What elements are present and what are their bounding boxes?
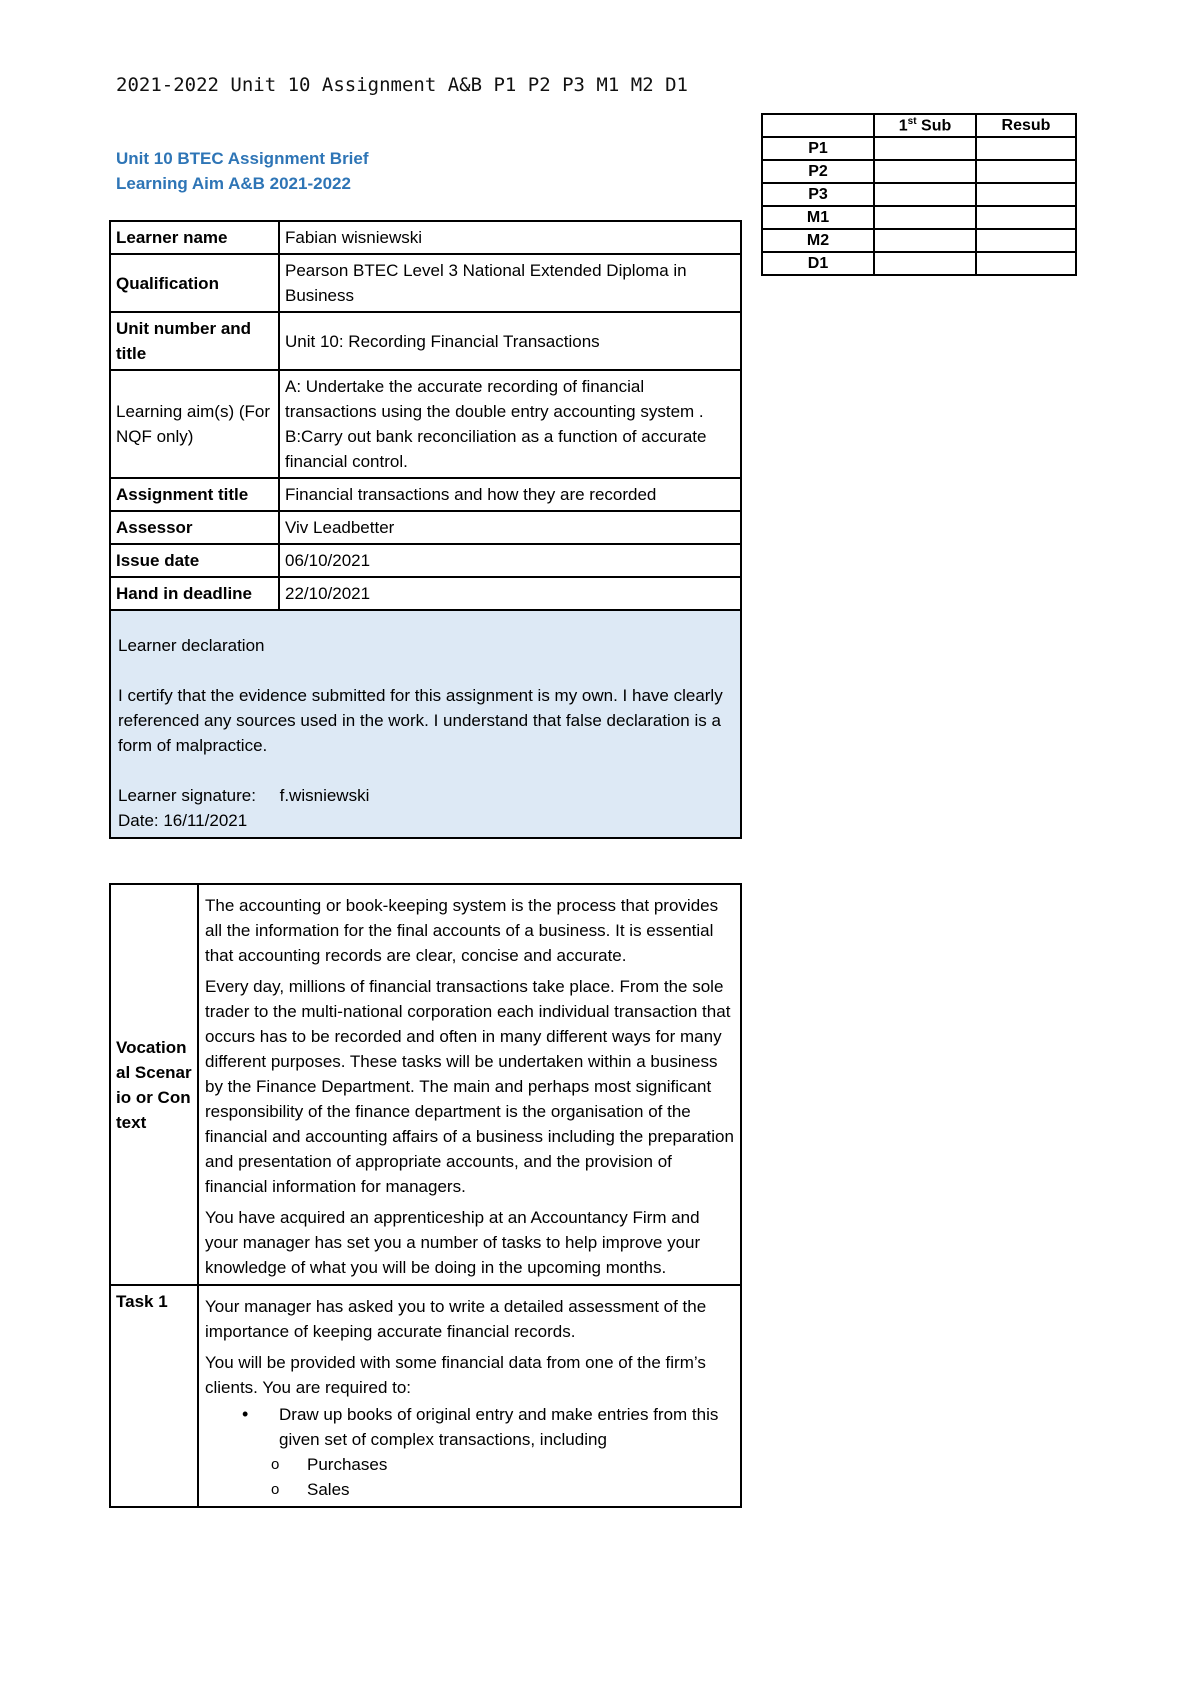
deadline-label: Hand in deadline: [110, 577, 279, 610]
unit-label: Unit number and title: [110, 312, 279, 370]
row-scenario: [110, 884, 741, 1285]
grade-row: [762, 229, 1076, 252]
row-deadline: [110, 577, 741, 610]
learning-aims-label: Learning aim(s) (For NQF only): [110, 370, 279, 478]
signature-row: [118, 783, 733, 808]
brief-title-line2: Learning Aim A&B 2021-2022: [116, 174, 351, 193]
task-bullet-list: [237, 1402, 734, 1502]
grade-col-first-sub: 1st Sub: [874, 114, 976, 137]
row-declaration: [110, 610, 741, 838]
grade-cell-resub[interactable]: [976, 252, 1076, 275]
grade-col-resub: Resub: [976, 114, 1076, 137]
grade-label: D1: [762, 252, 874, 275]
issue-date-value: 06/10/2021: [279, 544, 741, 577]
task-sub-item: o Sales: [237, 1477, 734, 1502]
grade-label: M2: [762, 229, 874, 252]
grade-cell-sub[interactable]: [874, 160, 976, 183]
assessor-label: Assessor: [110, 511, 279, 544]
grade-row: [762, 206, 1076, 229]
grade-label: P1: [762, 137, 874, 160]
signature-value: f.wisniewski: [279, 786, 370, 805]
assignment-title-value: Financial transactions and how they are recorded: [279, 478, 741, 511]
unit-value: Unit 10: Recording Financial Transactions: [279, 312, 741, 370]
assignment-info-table: [109, 220, 742, 839]
grade-header-row: [762, 114, 1076, 137]
grade-cell-resub[interactable]: [976, 160, 1076, 183]
declaration-text: I certify that the evidence submitted for this assignment is my own. I have clearly referenced any sources used in the work. I understand that false declaration is a form of malpractice.: [118, 686, 723, 755]
grade-cell-resub[interactable]: [976, 206, 1076, 229]
learning-aim-b: B:Carry out bank reconciliation as a function of accurate financial control.: [285, 427, 707, 471]
scenario-table: [109, 883, 742, 1508]
row-assignment-title: [110, 478, 741, 511]
grade-row: [762, 137, 1076, 160]
task-sub-item: o Purchases: [237, 1452, 734, 1477]
task-sub-list: [237, 1452, 734, 1502]
row-issue-date: [110, 544, 741, 577]
grade-label: M1: [762, 206, 874, 229]
grade-row: [762, 183, 1076, 206]
learner-name-value: Fabian wisniewski: [279, 221, 741, 254]
learner-name-label: Learner name: [110, 221, 279, 254]
scenario-paragraph: The accounting or book-keeping system is the process that provides all the information for the final accounts of a business. It is essential that accounting records are clear, concise and accurate.: [205, 896, 719, 965]
document-header: 2021-2022 Unit 10 Assignment A&B P1 P2 P3 M1 M2 D1: [116, 74, 688, 96]
scenario-paragraph: Every day, millions of financial transactions take place. From the sole trader to the multi-national corporation each individual transaction that occurs has to be recorded and often in many different ways for many different purposes. These tasks will be undertaken within a business by the Finance Department. The main and perhaps most significant responsibility of the finance department is the organisation of the financial and accounting affairs of a business including the preparation and presentation of appropriate accounts, and the provision of financial information for managers.: [205, 977, 734, 1196]
grade-cell-resub[interactable]: [976, 183, 1076, 206]
scenario-paragraph: You have acquired an apprenticeship at an Accountancy Firm and your manager has set you a number of tasks to help improve your knowledge of what you will be doing in the upcoming months.: [205, 1208, 701, 1277]
task-1-label: Task 1: [110, 1285, 198, 1507]
task-1-body: [198, 1285, 741, 1507]
grade-cell-sub[interactable]: [874, 206, 976, 229]
grade-row: [762, 252, 1076, 275]
declaration-heading: Learner declaration: [118, 636, 265, 655]
grade-cell-sub[interactable]: [874, 229, 976, 252]
learning-aims-value: [279, 370, 741, 478]
grade-cell-resub[interactable]: [976, 137, 1076, 160]
grade-row: [762, 160, 1076, 183]
qualification-value: Pearson BTEC Level 3 National Extended Diploma in Business: [279, 254, 741, 312]
grade-label: P3: [762, 183, 874, 206]
brief-title-line1: Unit 10 BTEC Assignment Brief: [116, 149, 369, 168]
declaration-date: Date: 16/11/2021: [118, 811, 248, 830]
assessor-value: Viv Leadbetter: [279, 511, 741, 544]
row-learner-name: [110, 221, 741, 254]
brief-title: [116, 146, 369, 196]
row-task-1: [110, 1285, 741, 1507]
task-paragraph: Your manager has asked you to write a detailed assessment of the importance of keeping accurate financial records.: [205, 1297, 707, 1341]
task-bullet: • Draw up books of original entry and make entries from this given set of complex transactions, including o Purchases o Sales: [237, 1402, 734, 1502]
issue-date-label: Issue date: [110, 544, 279, 577]
grade-cell-sub[interactable]: [874, 183, 976, 206]
signature-label: Learner signature:: [118, 786, 256, 805]
row-learning-aims: [110, 370, 741, 478]
scenario-body: [198, 884, 741, 1285]
grade-cell-resub[interactable]: [976, 229, 1076, 252]
grade-label: P2: [762, 160, 874, 183]
grade-table: [761, 113, 1077, 276]
qualification-label: Qualification: [110, 254, 279, 312]
learner-declaration: [110, 610, 741, 838]
grade-corner-cell: [762, 114, 874, 137]
deadline-value: 22/10/2021: [279, 577, 741, 610]
assignment-title-label: Assignment title: [110, 478, 279, 511]
row-assessor: [110, 511, 741, 544]
learning-aim-a: A: Undertake the accurate recording of financial transactions using the double entry accounting system .: [285, 377, 704, 421]
row-qualification: [110, 254, 741, 312]
scenario-label: Vocational Scenario or Context: [110, 884, 198, 1285]
grade-cell-sub[interactable]: [874, 137, 976, 160]
row-unit: [110, 312, 741, 370]
task-paragraph: You will be provided with some financial data from one of the firm’s clients. You are required to:: [205, 1353, 706, 1397]
grade-cell-sub[interactable]: [874, 252, 976, 275]
